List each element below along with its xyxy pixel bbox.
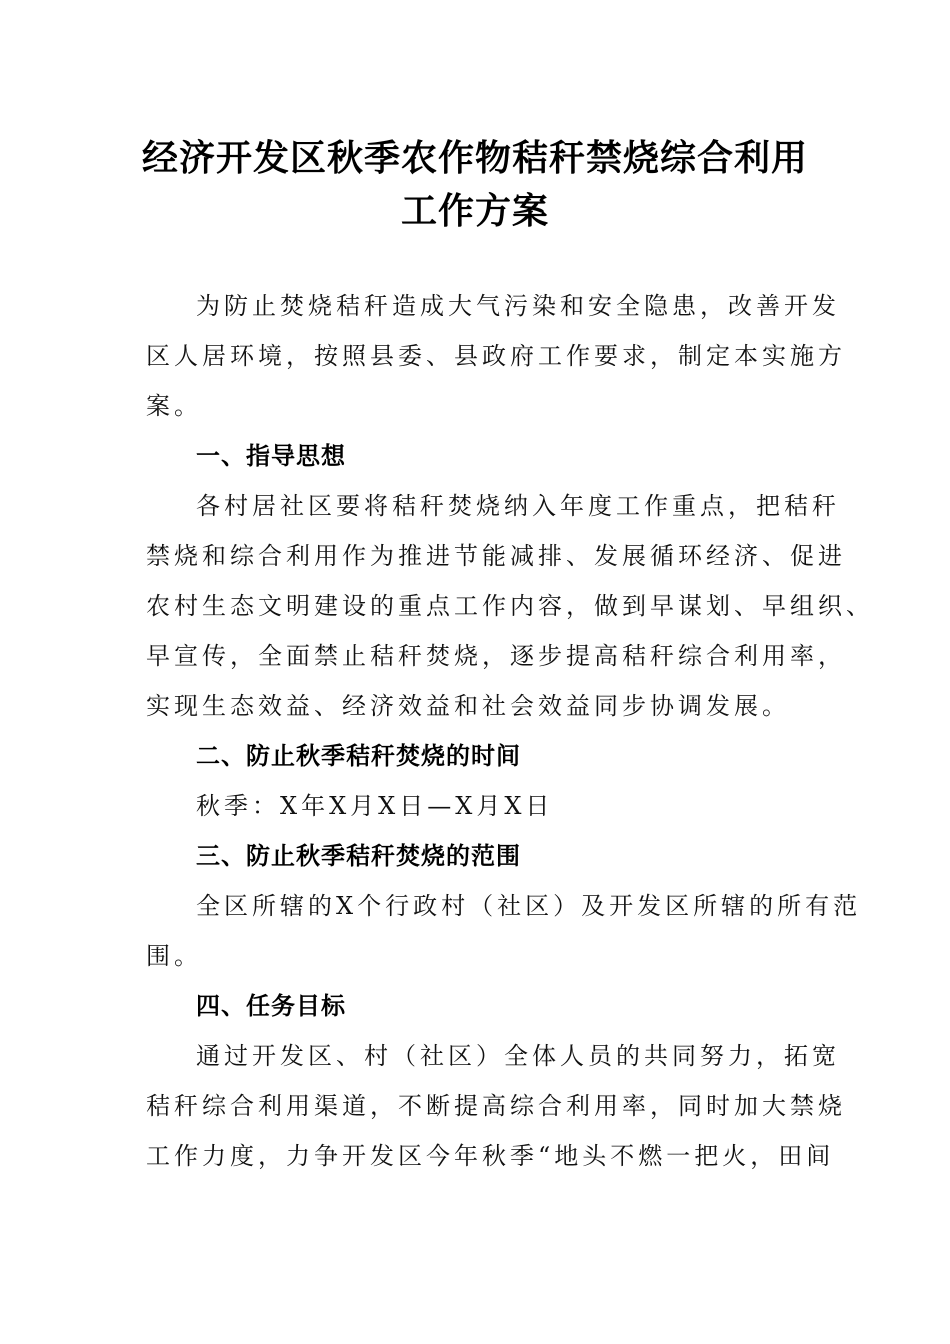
section1-line-1: 各村居社区要将秸秆焚烧纳入年度工作重点，把秸秆 <box>196 492 840 520</box>
section1-line-4: 早宣传，全面禁止秸秆焚烧，逐步提高秸秆综合利用率， <box>146 642 846 670</box>
section4-line-2: 秸秆综合利用渠道，不断提高综合利用率，同时加大禁烧 <box>146 1092 846 1120</box>
section4-line-3: 工作力度，力争开发区今年秋季“地头不燃一把火，田间 <box>146 1142 835 1170</box>
section-heading-time: 二、防止秋季秸秆焚烧的时间 <box>196 742 521 770</box>
section1-line-3: 农村生态文明建设的重点工作内容，做到早谋划、早组织、 <box>146 592 874 620</box>
intro-paragraph-line-2: 区人居环境，按照县委、县政府工作要求，制定本实施方 <box>146 342 846 370</box>
section2-line-1: 秋季：X年X月X日—X月X日 <box>196 792 554 820</box>
section-heading-task-goals: 四、任务目标 <box>196 992 346 1020</box>
section-heading-scope: 三、防止秋季秸秆焚烧的范围 <box>196 842 521 870</box>
section4-line-1: 通过开发区、村（社区）全体人员的共同努力，拓宽 <box>196 1042 840 1070</box>
section-heading-guiding-ideology: 一、指导思想 <box>196 442 346 470</box>
intro-paragraph-line-3: 案。 <box>146 392 202 420</box>
document-title-line-1: 经济开发区秋季农作物秸秆禁烧综合利用 <box>141 138 808 179</box>
section3-line-2: 围。 <box>146 942 202 970</box>
section1-line-2: 禁烧和综合利用作为推进节能减排、发展循环经济、促进 <box>146 542 846 570</box>
section3-line-1: 全区所辖的X个行政村（社区）及开发区所辖的所有范 <box>196 892 862 920</box>
section1-line-5: 实现生态效益、经济效益和社会效益同步协调发展。 <box>146 692 790 720</box>
intro-paragraph-line-1: 为防止焚烧秸秆造成大气污染和安全隐患，改善开发 <box>196 292 840 320</box>
document-title-line-2: 工作方案 <box>400 191 549 232</box>
